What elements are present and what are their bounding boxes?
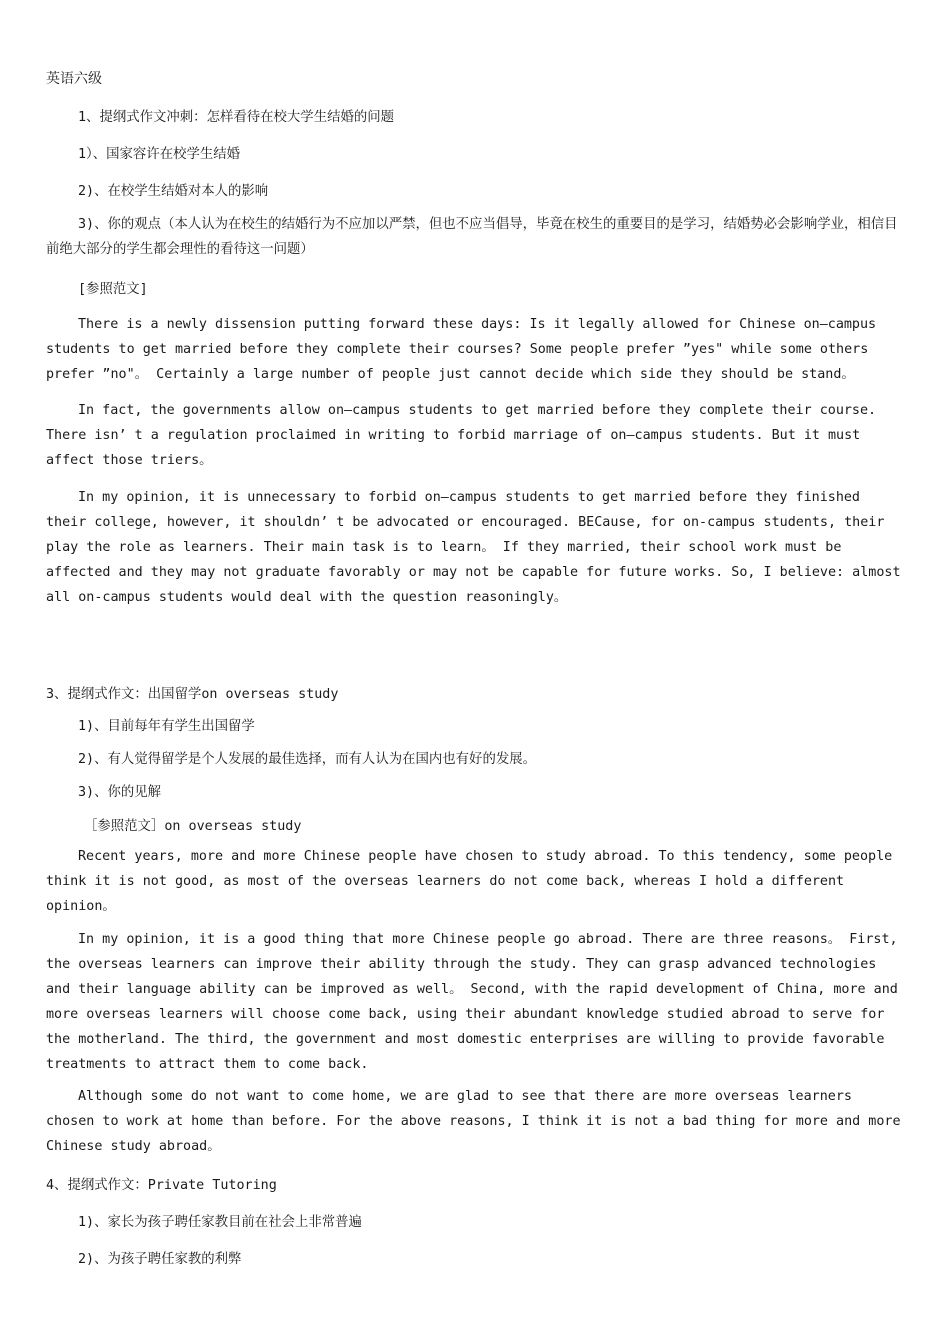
section1-paragraph-1: There is a newly dissension putting forward these days: Is it legally allowed for Chinese on—campus students to get married before they complete their courses? Some people prefer ”yes" while some others prefer ”no"。 Certainly a large number of people just cannot decide which side they should be stand。 — [46, 317, 877, 382]
section3-point-2: 2)、有人觉得留学是个人发展的最佳选择，而有人认为在国内也有好的发展。 — [78, 752, 537, 767]
section1-point-3: 3)、你的观点（本人认为在校生的结婚行为不应加以严禁，但也不应当倡导，毕竟在校生的重要目的是学习，结婚势必会影响学业，相信目前绝大部分的学生都会理性的看待这一问题） — [46, 217, 898, 257]
section3-point-3: 3)、你的见解 — [78, 785, 162, 800]
section1-paragraph-3: In my opinion, it is unnecessary to forbid on—campus students to get married before they finished their college, however, it shouldn’ t be advocated or encouraged. BECause, for on-campus students, their play the role as learners. Their main task is to learn。 If they married, their school work must be affected and they may not graduate favorably or may not be capable for future works. So, I believe: almost all on-campus students would deal with the question reasoningly。 — [46, 490, 901, 605]
section3-title: 3、提纲式作文：出国留学on overseas study — [46, 687, 339, 702]
section3-paragraph-2: In my opinion, it is a good thing that more Chinese people go abroad. There are three reasons。 First, the overseas learners can improve their ability through the study. They can grasp advanced technologies and their language ability can be improved as well。 Second, with the rapid development of China, more and more overseas learners will choose come back, using their abundant knowledge studied abroad to serve for the motherland. The third, the government and most domestic enterprises are willing to provide favorable treatments to attract them to come back. — [46, 932, 898, 1072]
section1-sample-label: [参照范文] — [78, 282, 148, 297]
section3-paragraph-3: Although some do not want to come home, we are glad to see that there are more overseas learners chosen to work at home than before. For the above reasons, I think it is not a bad thing for more and more Chinese study abroad。 — [46, 1089, 901, 1154]
section4-point-1: 1)、家长为孩子聘任家教目前在社会上非常普遍 — [78, 1215, 362, 1230]
section1-point-2: 2)、在校学生结婚对本人的影响 — [78, 184, 269, 199]
section4-title: 4、提纲式作文：Private Tutoring — [46, 1178, 277, 1193]
document-header: 英语六级 — [46, 71, 102, 87]
section3-sample-label: ［参照范文］on overseas study — [84, 819, 302, 834]
section3-point-1: 1)、目前每年有学生出国留学 — [78, 719, 255, 734]
section4-point-2: 2)、为孩子聘任家教的利弊 — [78, 1252, 242, 1267]
section1-point-1: 1）、国家容许在校学生结婚 — [78, 147, 241, 162]
section3-paragraph-1: Recent years, more and more Chinese people have chosen to study abroad. To this tendency, some people think it is not good, as most of the overseas learners do not come back, whereas I hold a different opinion。 — [46, 849, 893, 914]
section1-paragraph-2: In fact, the governments allow on—campus students to get married before they complete their course. There isn’ t a regulation proclaimed in writing to forbid marriage of on—campus students. But it must affect those triers。 — [46, 403, 877, 468]
section1-title: 1、提纲式作文冲刺：怎样看待在校大学生结婚的问题 — [78, 110, 395, 125]
